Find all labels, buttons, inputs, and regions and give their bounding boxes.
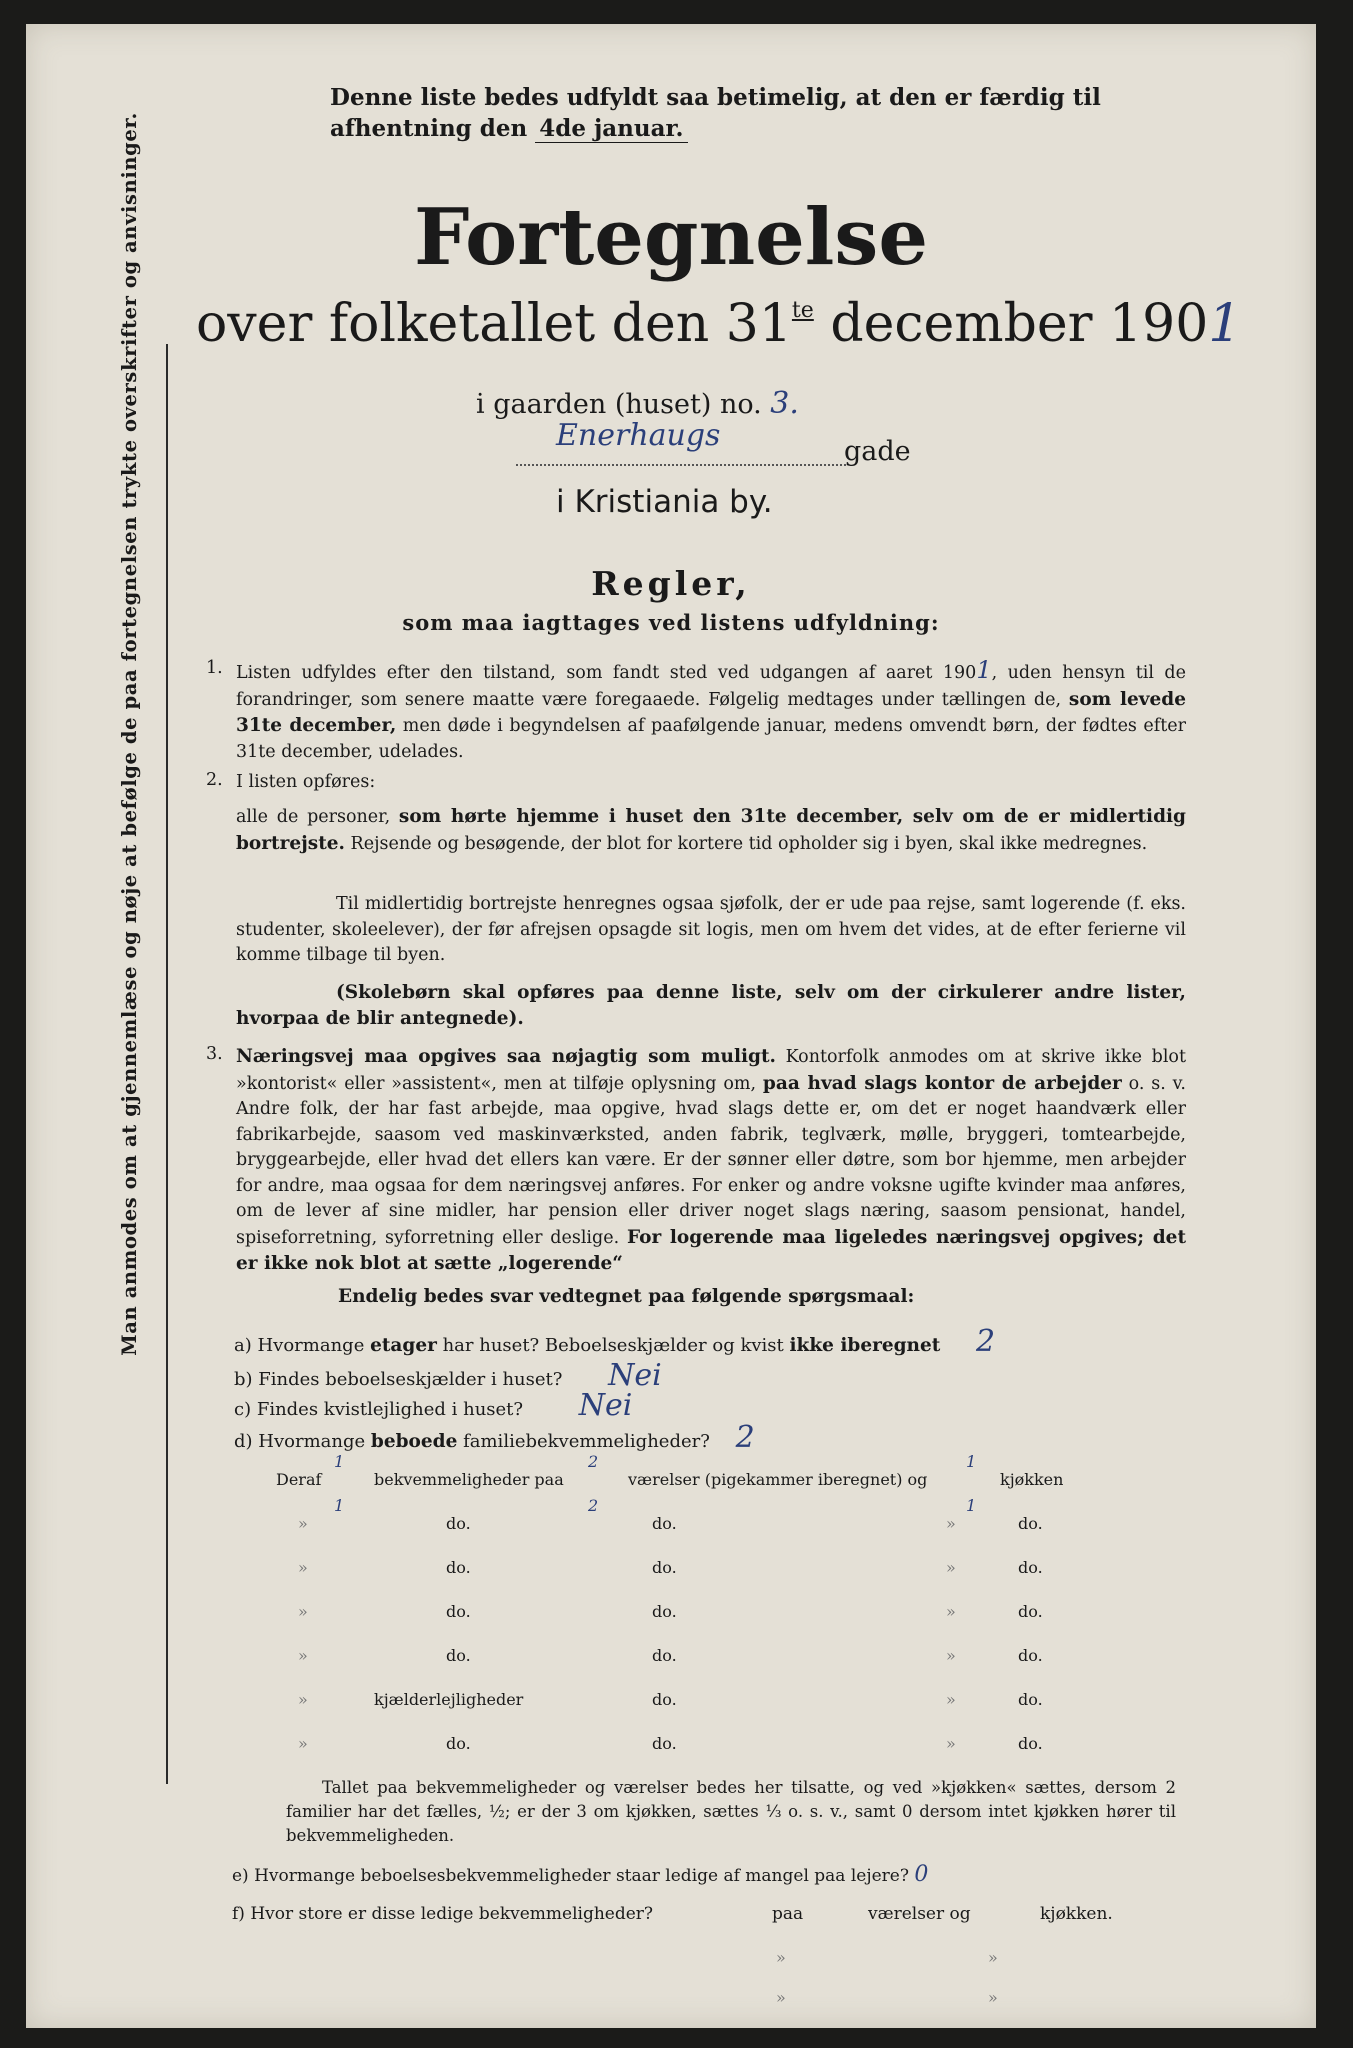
question-f: [232, 1904, 653, 1924]
pickup-date: 4de januar.: [535, 115, 687, 143]
ditto-mark: »: [946, 1558, 956, 1577]
question-f-text: f) Hvor store er disse ledige bekvemmeligheder?: [232, 1904, 654, 1924]
rule1-b: , uden hensyn til de forandringer, som senere maatte være foregaaede. Følgelig medtages under tællingen de,: [236, 663, 1186, 710]
rule2-b: Rejsende og besøgende, der blot for kortere tid opholder sig i byen, skal ikke medregnes.: [350, 833, 1148, 854]
handwritten-year: 1: [1208, 294, 1242, 354]
rule2-bold: som hørte hjemme i huset den 31te december, selv om de er midlertidig bortrejste.: [236, 806, 1186, 854]
rule3-bold3: For logerende maa ligeledes næringsvej opgives; det er ikke nok blot at sætte „logerende“: [236, 1226, 1186, 1274]
question-a-pre: a) Hvormange: [234, 1335, 365, 1356]
row1-kjokken-count: 1: [966, 1452, 977, 1471]
do-cell: do.: [1018, 1602, 1043, 1621]
do-cell: do.: [652, 1558, 677, 1577]
rule3-bold1: Næringsvej maa opgives saa nøjagtig som muligt.: [236, 1046, 776, 1067]
rule1-c: men døde i begyndelsen af paafølgende januar, medens omvendt børn, der fødtes efter 31te december, udelades.: [236, 716, 1186, 762]
rule1-a: Listen udfyldes efter den tilstand, som fandt sted ved udgangen af aaret 190: [236, 663, 977, 683]
ditto-mark: »: [776, 1948, 786, 1967]
question-e: [232, 1862, 928, 1887]
ditto-mark: »: [946, 1734, 956, 1753]
question-e-text: e) Hvormange beboelsesbekvemmeligheder staar ledige af mangel paa lejere?: [232, 1866, 909, 1886]
ditto-mark: »: [298, 1646, 308, 1665]
do-cell: do.: [1018, 1646, 1043, 1665]
do-cell: do.: [1018, 1690, 1043, 1709]
ditto-mark: »: [298, 1690, 308, 1709]
f-kjokken: kjøkken.: [1040, 1904, 1113, 1924]
subtitle-sup: te: [791, 298, 814, 323]
do-cell: do.: [652, 1734, 677, 1753]
do-cell: do.: [652, 1514, 677, 1533]
rules-subheading: som maa iagttages ved listens udfyldning:: [402, 610, 940, 635]
do-cell: do.: [446, 1558, 471, 1577]
rule3-text: [236, 1044, 1186, 1278]
house-number: 3.: [770, 386, 799, 421]
rule3-number: 3.: [206, 1044, 223, 1064]
rule3-a: Kontorfolk anmodes om at skrive ikke blot »kontorist« eller »assistent«, men at tilføje oplysning om,: [236, 1047, 1186, 1094]
answer-e: 0: [914, 1862, 929, 1887]
do-cell: do.: [652, 1602, 677, 1621]
kjokken-label: kjøkken: [1000, 1470, 1064, 1489]
pickup-note-line1: Denne liste bedes udfyldt saa betimelig, at den er færdig til: [330, 84, 1101, 111]
do-cell: do.: [446, 1514, 471, 1533]
census-form-sheet: [26, 24, 1316, 2028]
ditto-mark: »: [946, 1514, 956, 1533]
ditto-mark: »: [946, 1602, 956, 1621]
questions-intro: Endelig bedes svar vedtegnet paa følgende spørgsmaal:: [338, 1286, 915, 1307]
margin-instruction: Man anmodes om at gjennemlæse og nøje at befølge de paa fortegnelsen trykte overskrifter og anvisninger.: [118, 112, 141, 1356]
do-cell: do.: [652, 1690, 677, 1709]
city-line: i Kristiania by.: [556, 484, 773, 520]
form-subtitle: [196, 294, 1241, 354]
question-b-text: b) Findes beboelseskjælder i huset?: [234, 1369, 563, 1390]
rule2-text: [236, 804, 1186, 857]
row2-vaer-count: 2: [588, 1496, 599, 1515]
vaer-pige-label: værelser (pigekammer iberegnet) og: [628, 1470, 928, 1489]
rules-heading: Regler,: [591, 564, 751, 603]
street-field: [516, 418, 846, 466]
answer-d: 2: [735, 1420, 755, 1455]
ditto-mark: »: [946, 1690, 956, 1709]
ditto-mark: »: [988, 1948, 998, 1967]
ditto-mark: »: [946, 1646, 956, 1665]
deraf-label: Deraf: [276, 1470, 322, 1489]
question-a-bold2: ikke iberegnet: [789, 1335, 941, 1356]
ditto-mark: »: [298, 1514, 308, 1533]
margin-rule: [166, 344, 168, 1784]
question-c: [234, 1388, 632, 1423]
bekv-paa-label: bekvemmeligheder paa: [374, 1470, 564, 1489]
rule3-bold2: paa hvad slags kontor de arbejder: [762, 1072, 1122, 1094]
rule1-bold: som levede 31te december,: [236, 688, 1186, 736]
do-cell: do.: [652, 1646, 677, 1665]
pickup-note: [330, 82, 1190, 144]
rule1-text: [236, 658, 1186, 765]
question-c-text: c) Findes kvistlejlighed i huset?: [234, 1399, 524, 1420]
street-name: Enerhaugs: [556, 418, 721, 453]
do-cell: do.: [446, 1646, 471, 1665]
kjaelder-label: kjælderlejligheder: [374, 1690, 524, 1709]
question-d-pre: d) Hvormange: [234, 1431, 366, 1452]
do-cell: do.: [446, 1734, 471, 1753]
rule2-a: alle de personer,: [236, 807, 391, 827]
rule2-head: I listen opføres:: [236, 772, 376, 792]
question-a: [234, 1324, 995, 1359]
question-d-post: familiebekvemmeligheder?: [463, 1431, 710, 1452]
row1-vaer-count: 2: [588, 1452, 599, 1471]
question-a-mid: har huset? Beboelseskjælder og kvist: [442, 1335, 784, 1356]
f-paa: paa: [772, 1904, 804, 1924]
ditto-mark: »: [298, 1734, 308, 1753]
gaard-label: i gaarden (huset) no.: [476, 389, 762, 420]
do-cell: do.: [1018, 1514, 1043, 1533]
do-cell: do.: [446, 1602, 471, 1621]
pickup-note-prefix: afhentning den: [330, 115, 528, 142]
rule3-b: o. s. v. Andre folk, der har fast arbejde, maa opgive, hvad slags dette er, om det er noget haandværk eller fabrikarbejde, saasom ved maskinværksted, anden fabrik, teglværk, mølle, bryggeri, tomtearbejde, bryggearbejde, eller hvad det ellers kan være. Er der sønner eller døtre, som bor hjemme, men arbejder for andre, maa ogsaa for dem næringsvej anføres. For enker og andre voksne ugifte kvinder maa anføres, om de lever af sine midler, har pension eller driver noget slags næring, saasom pensionat, handel, spiseforretning, syforretning eller deslige.: [236, 1073, 1186, 1248]
row1-bekv-count: 1: [334, 1452, 345, 1471]
form-title: Fortegnelse: [414, 192, 928, 283]
rule2-paragraph3: (Skolebørn skal opføres paa denne liste, selv om der cirkulerer andre lister, hvorpaa de blir antegnede).: [236, 982, 1186, 1029]
subtitle-text-b: december 190: [813, 294, 1209, 354]
rule2-paragraph2: Til midlertidig bortrejste henregnes ogsaa sjøfolk, der er ude paa rejse, samt logerende (f. eks. studenter, skoleelever), der før afrejsen opsagde sit logis, men om hvem det vides, at de efter ferierne vil komme tilbage til byen.: [236, 894, 1186, 965]
answer-a: 2: [976, 1324, 996, 1359]
row2-bekv-count: 1: [334, 1496, 345, 1515]
row2-kjokken-count: 1: [966, 1496, 977, 1515]
rule2-number: 2.: [206, 770, 223, 790]
rule1-year: 1: [976, 656, 992, 684]
gade-label: gade: [844, 436, 911, 467]
ditto-mark: »: [988, 1988, 998, 2007]
rule1-number: 1.: [206, 658, 223, 678]
question-d-bold: beboede: [370, 1431, 458, 1452]
answer-b: Nei: [608, 1358, 662, 1393]
tallet-note: Tallet paa bekvemmeligheder og værelser bedes her tilsatte, og ved »kjøkken« sættes, dersom 2 familier har det fælles, ½; er der 3 om kjøkken, sættes ⅓ o. s. v., samt 0 dersom intet kjøkken hører til bekvemmeligheden.: [286, 1778, 1176, 1845]
f-vaerelser: værelser og: [868, 1904, 971, 1924]
question-d: [234, 1420, 755, 1455]
question-a-bold1: etager: [370, 1335, 437, 1356]
house-number-line: [476, 386, 799, 421]
do-cell: do.: [1018, 1734, 1043, 1753]
do-cell: do.: [1018, 1558, 1043, 1577]
ditto-mark: »: [298, 1602, 308, 1621]
subtitle-text-a: over folketallet den 31: [196, 294, 792, 354]
ditto-mark: »: [298, 1558, 308, 1577]
answer-c: Nei: [578, 1388, 633, 1423]
ditto-mark: »: [776, 1988, 786, 2007]
